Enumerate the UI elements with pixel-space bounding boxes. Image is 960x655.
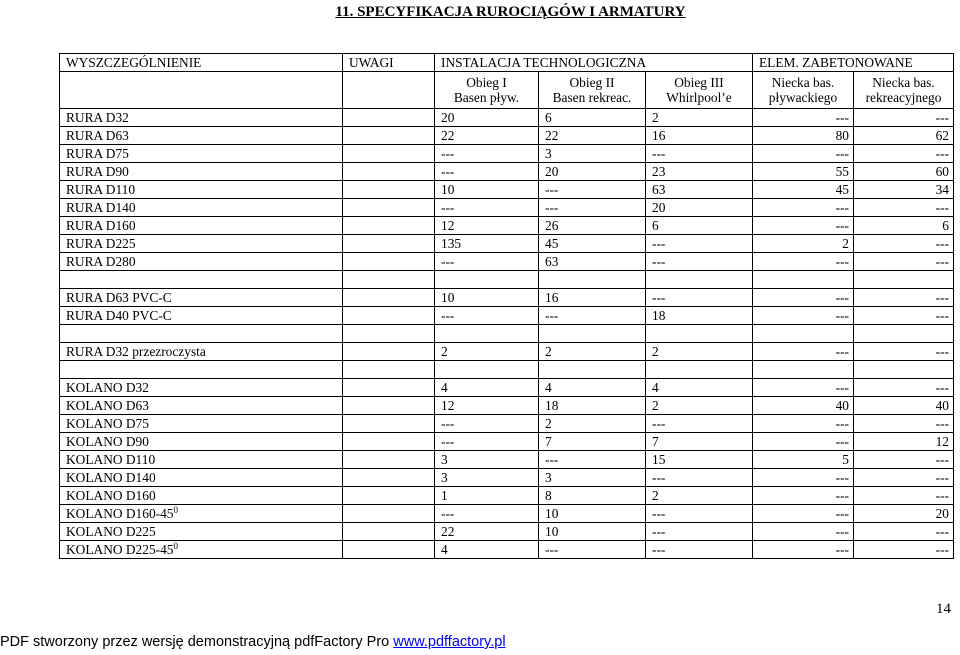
quantity-cell: 5 <box>753 451 854 469</box>
quantity-cell: --- <box>435 253 539 271</box>
item-name: KOLANO D110 <box>66 452 156 467</box>
subheader-cell: Niecka bas. rekreacyjnego <box>854 72 954 109</box>
item-name: KOLANO D32 <box>66 380 149 395</box>
item-name-cell <box>60 379 343 397</box>
item-name: RURA D160 <box>66 218 136 233</box>
quantity-cell: --- <box>435 199 539 217</box>
table-row <box>60 523 954 541</box>
footer-link[interactable]: www.pdffactory.pl <box>393 634 506 650</box>
remarks-cell <box>343 307 435 325</box>
spacer-cell <box>753 271 854 289</box>
quantity-cell: --- <box>435 145 539 163</box>
item-name: RURA D40 PVC-C <box>66 308 172 323</box>
item-name: RURA D280 <box>66 254 136 269</box>
quantity-cell: 20 <box>435 109 539 127</box>
quantity-cell: 20 <box>854 505 954 523</box>
table-row <box>60 181 954 199</box>
remarks-cell <box>343 379 435 397</box>
spacer-cell <box>435 271 539 289</box>
quantity-cell: --- <box>753 343 854 361</box>
quantity-cell: --- <box>753 199 854 217</box>
footer-text: PDF stworzony przez wersję demonstracyjną pdfFactory Pro <box>0 634 394 650</box>
quantity-cell: 7 <box>539 433 646 451</box>
table-row <box>60 433 954 451</box>
remarks-cell <box>343 145 435 163</box>
item-name: KOLANO D225 <box>66 524 156 539</box>
quantity-cell: 45 <box>753 181 854 199</box>
item-name-cell <box>60 127 343 145</box>
item-name-cell <box>60 163 343 181</box>
quantity-cell: --- <box>854 451 954 469</box>
quantity-cell: --- <box>646 415 753 433</box>
quantity-cell: --- <box>753 541 854 559</box>
remarks-cell <box>343 217 435 235</box>
table-row <box>60 235 954 253</box>
quantity-cell: 63 <box>539 253 646 271</box>
table-row <box>60 199 954 217</box>
table-row <box>60 397 954 415</box>
quantity-cell: 12 <box>854 433 954 451</box>
spacer-row <box>60 325 954 343</box>
quantity-cell: --- <box>539 307 646 325</box>
degree-superscript: 0 <box>173 541 178 551</box>
spacer-row <box>60 271 954 289</box>
quantity-cell: --- <box>646 235 753 253</box>
quantity-cell: --- <box>854 235 954 253</box>
quantity-cell: 22 <box>539 127 646 145</box>
quantity-cell: 2 <box>646 487 753 505</box>
item-name: RURA D63 <box>66 128 129 143</box>
quantity-cell: --- <box>435 415 539 433</box>
quantity-cell: 12 <box>435 217 539 235</box>
table-row <box>60 307 954 325</box>
page-title: 11. SPECYFIKACJA RUROCIĄGÓW I ARMATURY <box>335 4 686 20</box>
quantity-cell: 80 <box>753 127 854 145</box>
table-row <box>60 343 954 361</box>
quantity-cell: 40 <box>753 397 854 415</box>
table-row <box>60 541 954 559</box>
quantity-cell: 10 <box>539 523 646 541</box>
subheader-cell: Obieg I Basen pływ. <box>435 72 539 109</box>
quantity-cell: 2 <box>646 109 753 127</box>
item-name-cell <box>60 505 343 523</box>
item-name-cell <box>60 145 343 163</box>
table-row <box>60 145 954 163</box>
spacer-cell <box>539 271 646 289</box>
item-name-cell <box>60 451 343 469</box>
quantity-cell: 4 <box>646 379 753 397</box>
spacer-cell <box>343 325 435 343</box>
item-name-cell <box>60 433 343 451</box>
item-name-cell <box>60 109 343 127</box>
table-row <box>60 217 954 235</box>
remarks-cell <box>343 253 435 271</box>
quantity-cell: 10 <box>539 505 646 523</box>
degree-superscript: 0 <box>173 505 178 515</box>
table-row <box>60 253 954 271</box>
table-row <box>60 469 954 487</box>
quantity-cell: --- <box>753 469 854 487</box>
item-name: RURA D63 PVC-C <box>66 290 172 305</box>
remarks-cell <box>343 289 435 307</box>
item-name-cell <box>60 487 343 505</box>
col-header-description: WYSZCZEGÓLNIENIE <box>60 54 343 72</box>
quantity-cell: 22 <box>435 127 539 145</box>
quantity-cell: --- <box>646 469 753 487</box>
quantity-cell: 16 <box>539 289 646 307</box>
spacer-cell <box>435 325 539 343</box>
quantity-cell: --- <box>435 307 539 325</box>
table-row <box>60 127 954 145</box>
quantity-cell: 34 <box>854 181 954 199</box>
spacer-cell <box>646 325 753 343</box>
item-name-cell <box>60 181 343 199</box>
remarks-cell <box>343 469 435 487</box>
quantity-cell: 10 <box>435 181 539 199</box>
quantity-cell: --- <box>646 523 753 541</box>
quantity-cell: 55 <box>753 163 854 181</box>
quantity-cell: --- <box>435 163 539 181</box>
quantity-cell: --- <box>854 379 954 397</box>
quantity-cell: --- <box>854 415 954 433</box>
quantity-cell: --- <box>753 145 854 163</box>
quantity-cell: 4 <box>539 379 646 397</box>
quantity-cell: --- <box>435 505 539 523</box>
item-name: KOLANO D75 <box>66 416 149 431</box>
subheader-empty <box>343 72 435 109</box>
item-name-cell <box>60 397 343 415</box>
quantity-cell: --- <box>753 523 854 541</box>
quantity-cell: --- <box>646 145 753 163</box>
table-row <box>60 289 954 307</box>
spacer-cell <box>539 361 646 379</box>
header-row <box>60 54 954 72</box>
table-row <box>60 163 954 181</box>
quantity-cell: --- <box>539 199 646 217</box>
table-row <box>60 109 954 127</box>
subheader-cell: Obieg II Basen rekreac. <box>539 72 646 109</box>
quantity-cell: --- <box>539 451 646 469</box>
item-name-cell <box>60 415 343 433</box>
quantity-cell: 4 <box>435 379 539 397</box>
quantity-cell: --- <box>854 109 954 127</box>
quantity-cell: 10 <box>435 289 539 307</box>
table-row <box>60 505 954 523</box>
remarks-cell <box>343 163 435 181</box>
quantity-cell: 40 <box>854 397 954 415</box>
quantity-cell: 4 <box>435 541 539 559</box>
footer-notice <box>0 634 506 650</box>
remarks-cell <box>343 523 435 541</box>
item-name: KOLANO D160 <box>66 488 156 503</box>
spacer-cell <box>646 361 753 379</box>
spacer-row <box>60 361 954 379</box>
quantity-cell: 2 <box>435 343 539 361</box>
remarks-cell <box>343 181 435 199</box>
subheader-cell: Obieg III Whirlpool’e <box>646 72 753 109</box>
subheader-empty <box>60 72 343 109</box>
quantity-cell: --- <box>854 541 954 559</box>
item-name-cell <box>60 343 343 361</box>
quantity-cell: 12 <box>435 397 539 415</box>
quantity-cell: --- <box>854 199 954 217</box>
item-name-cell <box>60 217 343 235</box>
item-name: KOLANO D225-45 <box>66 542 174 557</box>
spacer-cell <box>854 361 954 379</box>
quantity-cell: 20 <box>646 199 753 217</box>
quantity-cell: --- <box>646 253 753 271</box>
item-name-cell <box>60 541 343 559</box>
table-row <box>60 451 954 469</box>
spacer-cell <box>60 271 343 289</box>
table-row <box>60 379 954 397</box>
page-number: 14 <box>936 601 951 617</box>
item-name-cell <box>60 199 343 217</box>
quantity-cell: --- <box>753 505 854 523</box>
quantity-cell: 15 <box>646 451 753 469</box>
quantity-cell: 20 <box>539 163 646 181</box>
quantity-cell: --- <box>854 469 954 487</box>
spacer-cell <box>539 325 646 343</box>
specification-table <box>59 53 954 559</box>
remarks-cell <box>343 487 435 505</box>
quantity-cell: 135 <box>435 235 539 253</box>
remarks-cell <box>343 397 435 415</box>
remarks-cell <box>343 415 435 433</box>
quantity-cell: --- <box>646 505 753 523</box>
remarks-cell <box>343 433 435 451</box>
quantity-cell: 22 <box>435 523 539 541</box>
col-header-installation: INSTALACJA TECHNOLOGICZNA <box>435 54 753 72</box>
quantity-cell: --- <box>753 253 854 271</box>
quantity-cell: --- <box>854 523 954 541</box>
col-header-concrete: ELEM. ZABETONOWANE <box>753 54 954 72</box>
item-name: RURA D110 <box>66 182 136 197</box>
quantity-cell: 63 <box>646 181 753 199</box>
quantity-cell: 6 <box>854 217 954 235</box>
quantity-cell: --- <box>539 181 646 199</box>
quantity-cell: 3 <box>435 469 539 487</box>
quantity-cell: 2 <box>646 397 753 415</box>
item-name: KOLANO D90 <box>66 434 149 449</box>
spacer-cell <box>646 271 753 289</box>
table-row <box>60 487 954 505</box>
quantity-cell: --- <box>753 109 854 127</box>
quantity-cell: --- <box>854 289 954 307</box>
quantity-cell: 3 <box>435 451 539 469</box>
quantity-cell: 2 <box>539 343 646 361</box>
quantity-cell: --- <box>854 253 954 271</box>
quantity-cell: --- <box>854 343 954 361</box>
quantity-cell: --- <box>854 307 954 325</box>
remarks-cell <box>343 451 435 469</box>
quantity-cell: 2 <box>753 235 854 253</box>
quantity-cell: 60 <box>854 163 954 181</box>
item-name: KOLANO D140 <box>66 470 156 485</box>
remarks-cell <box>343 199 435 217</box>
quantity-cell: 16 <box>646 127 753 145</box>
item-name-cell <box>60 469 343 487</box>
item-name-cell <box>60 307 343 325</box>
item-name: RURA D32 <box>66 110 129 125</box>
remarks-cell <box>343 235 435 253</box>
spacer-cell <box>753 361 854 379</box>
quantity-cell: 45 <box>539 235 646 253</box>
item-name: KOLANO D160-45 <box>66 506 174 521</box>
quantity-cell: --- <box>753 379 854 397</box>
item-name: RURA D140 <box>66 200 136 215</box>
quantity-cell: 3 <box>539 469 646 487</box>
table-row <box>60 415 954 433</box>
quantity-cell: 18 <box>539 397 646 415</box>
quantity-cell: --- <box>753 433 854 451</box>
quantity-cell: --- <box>753 415 854 433</box>
spacer-cell <box>60 325 343 343</box>
remarks-cell <box>343 127 435 145</box>
quantity-cell: 18 <box>646 307 753 325</box>
subheader-row <box>60 72 954 109</box>
remarks-cell <box>343 109 435 127</box>
spacer-cell <box>60 361 343 379</box>
quantity-cell: --- <box>539 541 646 559</box>
remarks-cell <box>343 343 435 361</box>
quantity-cell: --- <box>435 433 539 451</box>
item-name-cell <box>60 235 343 253</box>
quantity-cell: --- <box>753 289 854 307</box>
quantity-cell: 7 <box>646 433 753 451</box>
quantity-cell: --- <box>646 289 753 307</box>
item-name-cell <box>60 523 343 541</box>
item-name: RURA D90 <box>66 164 129 179</box>
quantity-cell: --- <box>753 487 854 505</box>
quantity-cell: --- <box>753 307 854 325</box>
quantity-cell: 6 <box>646 217 753 235</box>
spacer-cell <box>854 325 954 343</box>
quantity-cell: --- <box>854 145 954 163</box>
item-name: RURA D75 <box>66 146 129 161</box>
item-name-cell <box>60 253 343 271</box>
quantity-cell: 6 <box>539 109 646 127</box>
quantity-cell: --- <box>854 487 954 505</box>
item-name: KOLANO D63 <box>66 398 149 413</box>
quantity-cell: 62 <box>854 127 954 145</box>
quantity-cell: 3 <box>539 145 646 163</box>
quantity-cell: 26 <box>539 217 646 235</box>
item-name: RURA D32 przezroczysta <box>66 344 206 359</box>
spacer-cell <box>343 361 435 379</box>
spacer-cell <box>854 271 954 289</box>
item-name-cell <box>60 289 343 307</box>
col-header-remarks: UWAGI <box>343 54 435 72</box>
quantity-cell: 2 <box>539 415 646 433</box>
quantity-cell: 23 <box>646 163 753 181</box>
spacer-cell <box>435 361 539 379</box>
quantity-cell: 8 <box>539 487 646 505</box>
remarks-cell <box>343 541 435 559</box>
quantity-cell: 2 <box>646 343 753 361</box>
quantity-cell: --- <box>753 217 854 235</box>
item-name: RURA D225 <box>66 236 136 251</box>
remarks-cell <box>343 505 435 523</box>
quantity-cell: --- <box>646 541 753 559</box>
quantity-cell: 1 <box>435 487 539 505</box>
subheader-cell: Niecka bas. pływackiego <box>753 72 854 109</box>
spacer-cell <box>753 325 854 343</box>
spacer-cell <box>343 271 435 289</box>
